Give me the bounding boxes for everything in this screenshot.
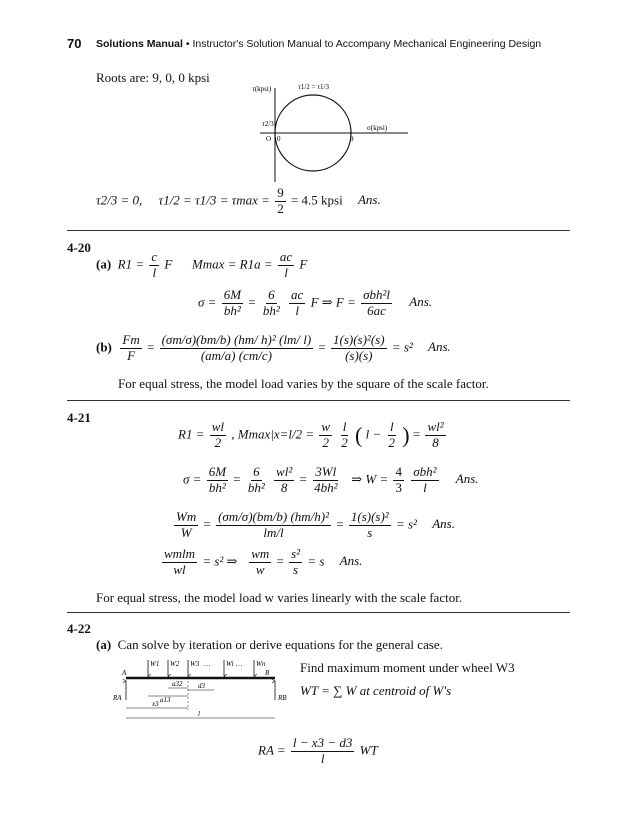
book-short-title: Solutions Manual [96, 38, 183, 50]
p421-r1-eq: R1 = $\frac{wl}{2}$ , Mmax|x=l/2 = $\frac{w}{2}$ $\frac{l}{2}$ ( l − $\frac{l}{2}$ ) = $\frac{\text{wl²}}{8}$ [178, 419, 444, 450]
a32-label: a32 [172, 680, 183, 688]
wn-label: Wn [256, 660, 266, 668]
problem-4-20-label: 4-20 [67, 240, 91, 255]
problem-4-21-label: 4-21 [67, 410, 91, 425]
b-label: B [265, 669, 270, 677]
beam-diagram [112, 656, 292, 726]
sigma-axis-label: σ(kpsi) [367, 124, 388, 132]
tau-max-eq: τ1/2 = τ1/3 = τmax = [158, 192, 270, 208]
p420-part-a-eq: (a) R1 = $\frac{c}{l}$ F Mmax = R1a = $\frac{ac}{l}$ F [96, 249, 308, 280]
part-b-label: (b) [96, 339, 112, 355]
divider-1 [67, 230, 570, 231]
w2-label: W2 [170, 660, 180, 668]
origin-label: O [266, 135, 272, 143]
roots-text: Roots are: 9, 0, 0 kpsi [96, 70, 210, 85]
book-full-title: Instructor's Solution Manual to Accompany Mechanical Engineering Design [192, 38, 542, 50]
x3-label: x3 [152, 700, 159, 708]
zero-label: 0 [277, 135, 281, 143]
dots-1: … [204, 660, 211, 668]
running-header [96, 38, 541, 50]
p420-conclusion: For equal stress, the model load varies by the square of the scale factor. [118, 376, 489, 391]
tau23-eq: τ2/3 = 0, [96, 192, 143, 208]
rb-label: RB [278, 694, 287, 702]
ra-equation: RA = $\frac{l - x3 - d3}{l}$ WT [258, 735, 378, 766]
p421-sigma-eq: σ = $\frac{6M}{\text{bh²}}$ = $\frac{6}{\text{bh²}}$ $\frac{\text{wl²}}{8}$ = $\frac{3Wl}{\text{4bh²}}$ ⇒ W = $\frac{4}{3}$ $\frac{\text{σbh²}}{l}$ Ans. [183, 464, 479, 495]
mmax-eq: Mmax = R1a = [191, 256, 273, 272]
dots-2: … [236, 660, 243, 668]
p421-wl-eq: $\frac{\text{wmlm}}{wl}$ = s² ⇒ $\frac{wm}{w}$ = $\frac{\text{s²}}{s}$ = s Ans. [164, 546, 363, 577]
page-number: 70 [67, 36, 82, 51]
fraction-9-2: $\frac{9}{2}$ [277, 185, 284, 216]
part-a-label: (a) [96, 637, 112, 652]
header-bullet: • [185, 38, 190, 50]
p421-wm-eq: $\frac{Wm}{W}$ = $\frac{\text{(σm/σ)(bm/b) (hm/h)²}}{lm/l}$ = $\frac{\text{1(s)(s)²}}{s}$ = s² Ans. [176, 509, 455, 540]
wi-label: Wi [226, 660, 234, 668]
a13-label: a13 [160, 696, 171, 704]
p420-part-b-eq: (b) $\frac{Fm}{F}$ = $\frac{\text{(σm/σ)(bm/b) (hm/ h)² (lm/ l)}}{(am/a) (cm/c)}$ = $\frac{\text{1(s)(s)²(s)}}{(s)(s)}$ = s² Ans. [96, 332, 451, 363]
w1-label: W1 [150, 660, 160, 668]
tau-value: = 4.5 kpsi [290, 192, 343, 208]
d3-label: d3 [198, 682, 205, 690]
part-a-text: Can solve by iteration or derive equations for the general case. [117, 637, 443, 652]
ra-label: RA [113, 694, 122, 702]
find-max-moment-text: Find maximum moment under wheel W3 [300, 660, 515, 675]
mohr-circle-diagram [250, 78, 420, 184]
part-a-label: (a) [96, 256, 112, 272]
a-label: A [122, 669, 127, 677]
problem-4-22-label: 4-22 [67, 621, 91, 636]
divider-3 [67, 612, 570, 613]
nine-label: 9 [350, 135, 354, 143]
w3-label: W3 [190, 660, 200, 668]
divider-2 [67, 400, 570, 401]
l-label: l [198, 710, 200, 718]
tau-result-line [96, 186, 381, 217]
tau23-label: τ2/3 [262, 120, 274, 128]
p421-conclusion: For equal stress, the model load w varies linearly with the scale factor. [96, 590, 463, 605]
wt-centroid-text: WT = ∑ W at centroid of W's [300, 683, 452, 698]
tau-axis-label: τ(kpsi) [252, 85, 272, 93]
r1-lhs: R1 = [117, 256, 145, 272]
ans-label: Ans. [357, 192, 381, 208]
p422-part-a [96, 637, 443, 653]
p420-sigma-eq: σ = $\frac{6M}{\text{bh²}}$ = $\frac{6}{\text{bh²}}$ $\frac{ac}{l}$ F ⇒ F = $\frac{\text{σbh²l}}{6ac}$ Ans. [198, 287, 433, 318]
tau-max-label: τ1/2 = τ1/3 [298, 83, 329, 91]
